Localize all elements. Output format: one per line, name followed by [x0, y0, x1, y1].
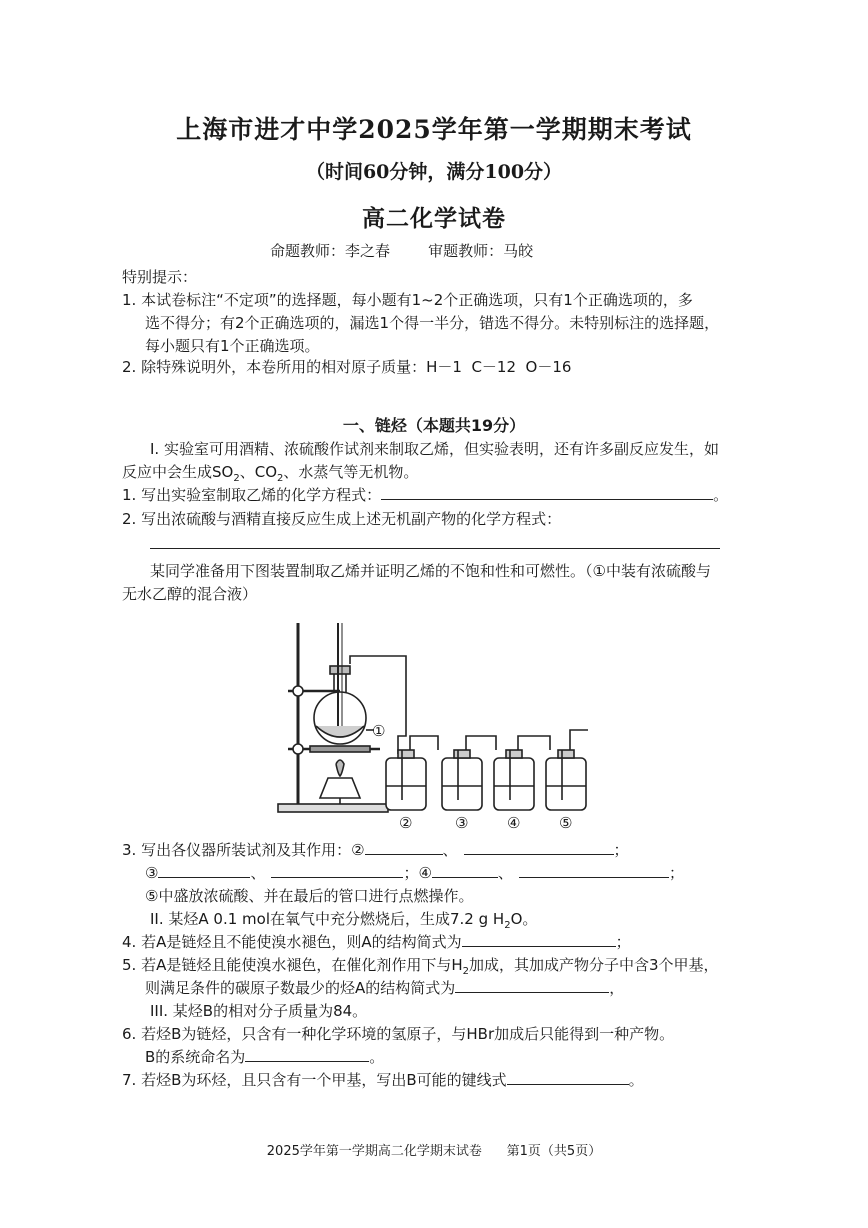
answer-blank-q5[interactable] [455, 980, 609, 993]
answer-blank-q3-e[interactable] [432, 865, 498, 878]
question-6-line-2: B的系统命名为 。 [145, 1048, 385, 1066]
label-bottle-3: ③ [455, 814, 469, 832]
answer-blank-q3-d[interactable] [271, 865, 403, 878]
answer-blank-q6[interactable] [245, 1049, 369, 1062]
question-5-line-2: 则满足条件的碳原子数最少的烃A的结构简式为 ， [145, 979, 625, 997]
label-bottle-2: ② [399, 814, 413, 832]
question-3-line-2: ③ 、 ；④ 、 ； [145, 864, 684, 882]
answer-blank-q3-c[interactable] [158, 865, 250, 878]
part1-intro-line-2: 反应中会生成$SO_2$、$CO_2$、水蒸气等无机物。 [122, 463, 419, 484]
notes-heading: 特别提示： [122, 268, 198, 286]
answer-blank-q3-b[interactable] [464, 842, 614, 855]
question-5-line-1: 5. 若A是链烃且能使溴水褪色，在催化剂作用下与$H_2$加成，其加成产物分子中含3个甲基， [122, 956, 719, 977]
setup-line-1: 某同学准备用下图装置制取乙烯并证明乙烯的不饱和性和可燃性。（①中装有浓硫酸与 [150, 562, 711, 580]
page-footer: 2025学年第一学期高二化学期末试卷 第1页（共5页） [266, 1144, 602, 1159]
note-1-line-3: 每小题只有1个正确选项。 [145, 337, 320, 355]
answer-blank-q3-f[interactable] [519, 865, 669, 878]
apparatus-diagram [270, 618, 600, 838]
exam-title: 上海市进才中学2025学年第一学期期末考试 [176, 115, 692, 144]
part2-intro: II. 某烃A 0.1 mol在氧气中充分燃烧后，生成7.2 g $H_2O$。 [150, 910, 538, 931]
answer-blank-q2[interactable] [150, 548, 720, 549]
exam-subtitle: （时间60分钟，满分100分） [305, 161, 563, 183]
question-3-line-1: 3. 写出各仪器所装试剂及其作用：② 、 ； [122, 841, 629, 859]
note-2: 2. 除特殊说明外，本卷所用的相对原子质量：H－1 C－12 O－16 [122, 358, 572, 376]
part1-intro-line-1: I. 实验室可用酒精、浓硫酸作试剂来制取乙烯，但实验表明，还有许多副反应发生，如 [150, 440, 719, 458]
paper-name: 高二化学试卷 [362, 205, 506, 232]
question-3-line-3: ⑤中盛放浓硫酸、并在最后的管口进行点燃操作。 [145, 887, 474, 905]
note-1-line-1: 1. 本试卷标注“不定项”的选择题，每小题有1~2个正确选项，只有1个正确选项的，多 [122, 291, 693, 309]
label-bottle-5: ⑤ [559, 814, 573, 832]
question-1: 1. 写出实验室制取乙烯的化学方程式： 。 [122, 486, 729, 504]
answer-blank-q1[interactable] [381, 487, 713, 500]
question-7: 7. 若烃B为环烃，且只含有一个甲基，写出B可能的键线式 。 [122, 1071, 644, 1089]
part3-intro: III. 某烃B的相对分子质量为84。 [150, 1002, 368, 1020]
question-2: 2. 写出浓硫酸与酒精直接反应生成上述无机副产物的化学方程式： [122, 510, 562, 528]
answer-blank-q3-a[interactable] [365, 842, 443, 855]
note-1-line-2: 选不得分；有2个正确选项的，漏选1个得一半分，错选不得分。未特别标注的选择题， [145, 314, 720, 332]
teachers-line: 命题教师：李之春 审题教师：马皎 [270, 242, 534, 260]
question-4: 4. 若A是链烃且不能使溴水褪色，则A的结构简式为 ； [122, 933, 631, 951]
label-flask-1: ① [372, 722, 386, 740]
setup-line-2: 无水乙醇的混合液） [122, 585, 258, 603]
section-heading: 一、链烃（本题共19分） [342, 416, 526, 435]
answer-blank-q4[interactable] [462, 934, 616, 947]
label-bottle-4: ④ [507, 814, 521, 832]
question-6-line-1: 6. 若烃B为链烃，只含有一种化学环境的氢原子，与HBr加成后只能得到一种产物。 [122, 1025, 675, 1043]
answer-blank-q7[interactable] [507, 1072, 629, 1085]
